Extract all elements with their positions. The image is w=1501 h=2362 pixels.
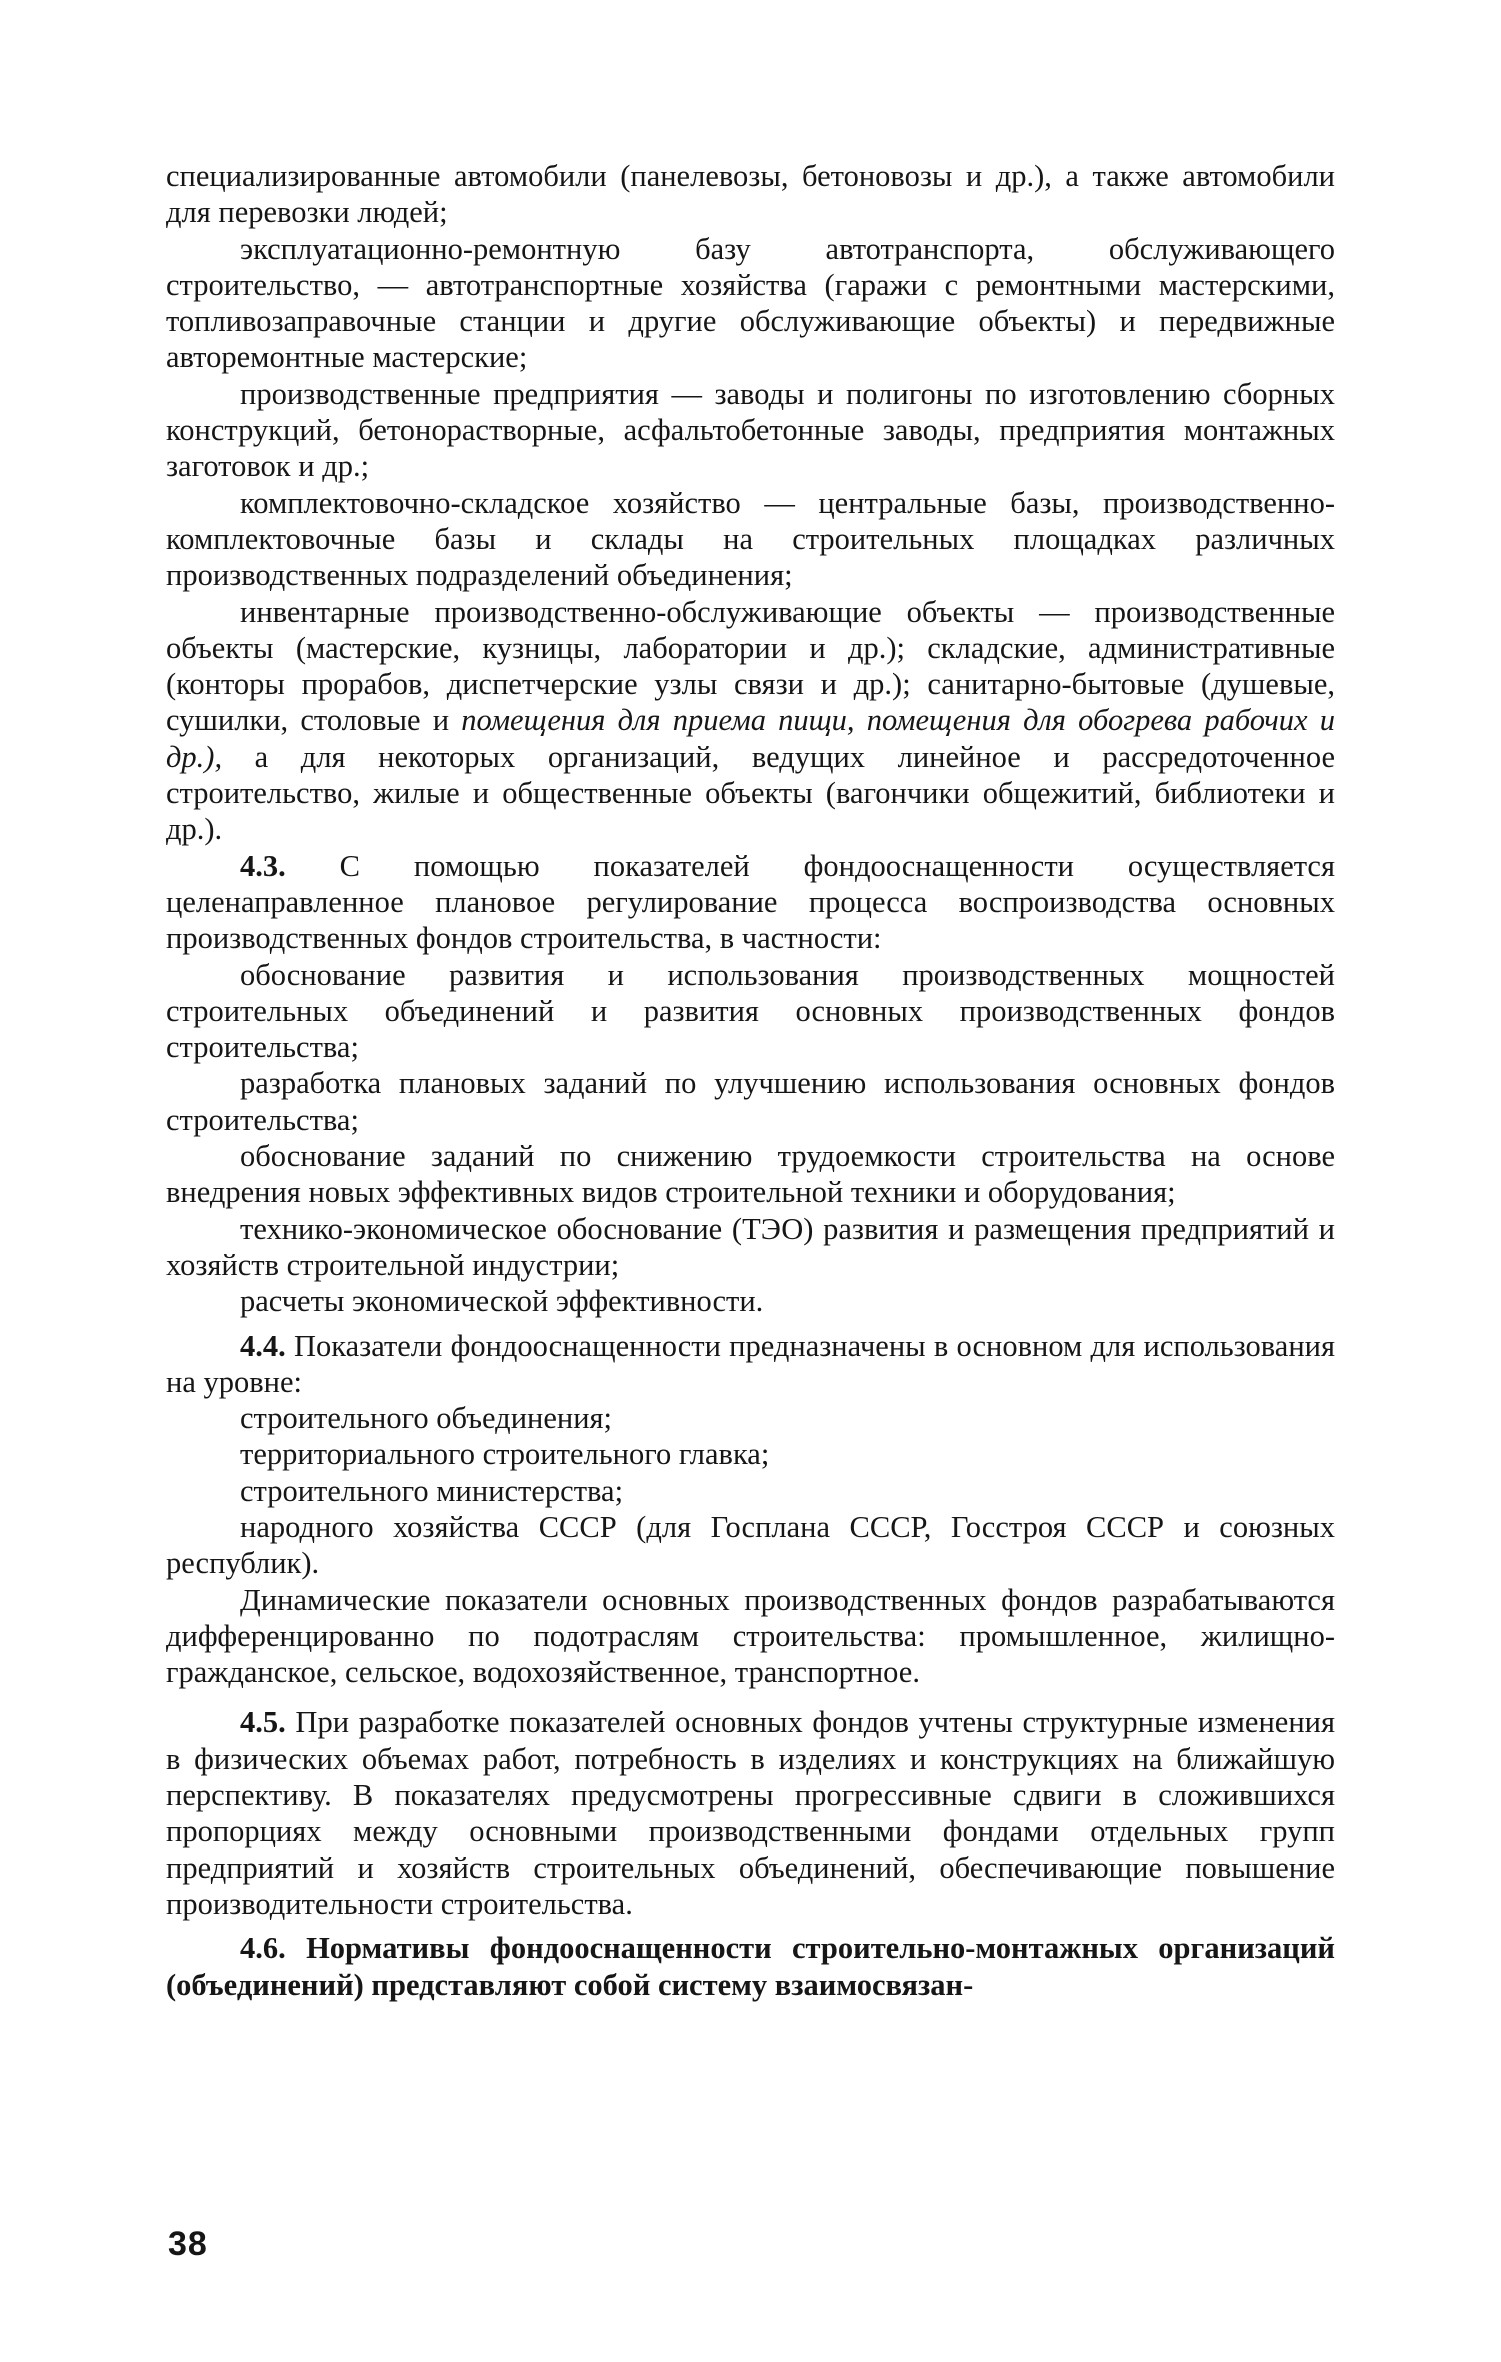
page-number: 38: [168, 2225, 208, 2263]
paragraph-18-text: При разработке показателей основных фондов учтены структурные изменения в физических объемах работ, потребность в изделиях и конструкциях на ближайшую перспективу. В показателях предусмотрены прогрессивные сдвиги в сложившихся пропорциях между основными производственными фондами отдельных групп предприятий и хозяйств строительных объединений, обеспечивающие повышение производительности строительства.: [166, 1705, 1335, 1921]
paragraph-15: строительного министерства;: [240, 1473, 624, 1508]
paragraph-19: [166, 1930, 1335, 2003]
section-number: 4.3.: [240, 848, 286, 883]
paragraph-13: строительного объединения;: [240, 1401, 613, 1436]
paragraph-16: народного хозяйства СССР (для Госплана СССР, Госстроя СССР и союзных республик).: [166, 1509, 1335, 1581]
paragraph-3: производственные предприятия — заводы и полигоны по изготовлению сборных конструкций, бетонорастворные, асфальтобетонные заводы, предприятия монтажных заготовок и др.;: [166, 376, 1335, 484]
paragraph-6-text: С помощью показателей фондооснащенности осуществляется целенаправленное плановое регулирование процесса воспроизводства основных производственных фондов строительства, в частности:: [166, 848, 1335, 956]
paragraph-19-text: Нормативы фондооснащенности строительно-монтажных организаций (объединений) представляют собой систему взаимосвязан-: [166, 1931, 1335, 2002]
paragraph-1: специализированные автомобили (панелевозы, бетоновозы и др.), а также автомобили для перевозки людей;: [166, 159, 1335, 230]
paragraph-17: Динамические показатели основных производственных фондов разрабатываются дифференцированно по подотраслям строительства: промышленное, жилищно-гражданское, сельское, водохозяйственное, транспортное.: [166, 1582, 1335, 1690]
paragraph-8: разработка плановых заданий по улучшению использования основных фондов строительства;: [166, 1066, 1335, 1137]
paragraph-9: обоснование заданий по снижению трудоемкости строительства на основе внедрения новых эффективных видов строительной техники и оборудования;: [166, 1139, 1335, 1210]
section-number: 4.6.: [240, 1931, 286, 1966]
section-number: 4.5.: [240, 1705, 286, 1740]
paragraph-11: расчеты экономической эффективности.: [240, 1284, 764, 1319]
paragraph-6: [166, 848, 1335, 957]
paragraph-5: [166, 594, 1335, 848]
paragraph-18: [166, 1704, 1335, 1922]
paragraph-2: эксплуатационно-ремонтную базу автотранспорта, обслуживающего строительство, — автотранспортные хозяйства (гаражи с ремонтными мастерскими, топливозаправочные станции и другие обслуживающие объекты) и передвижные авторемонтные мастерские;: [166, 231, 1335, 375]
paragraph-7: обоснование развития и использования производственных мощностей строительных объединений и развития основных производственных фондов строительства;: [166, 957, 1335, 1065]
section-number: 4.4.: [240, 1328, 286, 1363]
paragraph-12: [166, 1328, 1335, 1401]
paragraph-12-text: Показатели фондооснащенности предназначены в основном для использования на уровне:: [166, 1328, 1335, 1399]
paragraph-5-text-b: а для некоторых организаций, ведущих линейное и рассредоточенное строительство, жилые и общественные объекты (вагончики общежитий, библиотеки и др.).: [166, 739, 1335, 847]
paragraph-14: территориального строительного главка;: [240, 1437, 770, 1472]
paragraph-10: технико-экономическое обоснование (ТЭО) развития и размещения предприятий и хозяйств строительной индустрии;: [166, 1211, 1335, 1282]
paragraph-5-text-a: инвентарные производственно-обслуживающие объекты — производственные объекты (мастерские, кузницы, лаборатории и др.); складские, административные (конторы прорабов, диспетчерские узлы связи и др.); санитарно-бытовые (душевые, сушилки, столовые и: [166, 594, 1335, 738]
paragraph-4: комплектовочно-складское хозяйство — центральные базы, производственно-комплектовочные базы и склады на строительных площадках различных производственных подразделений объединения;: [166, 485, 1335, 593]
paragraph-5-text-italic: помещения для приема пищи, помещения для обогрева рабочих и др.),: [166, 703, 1335, 774]
